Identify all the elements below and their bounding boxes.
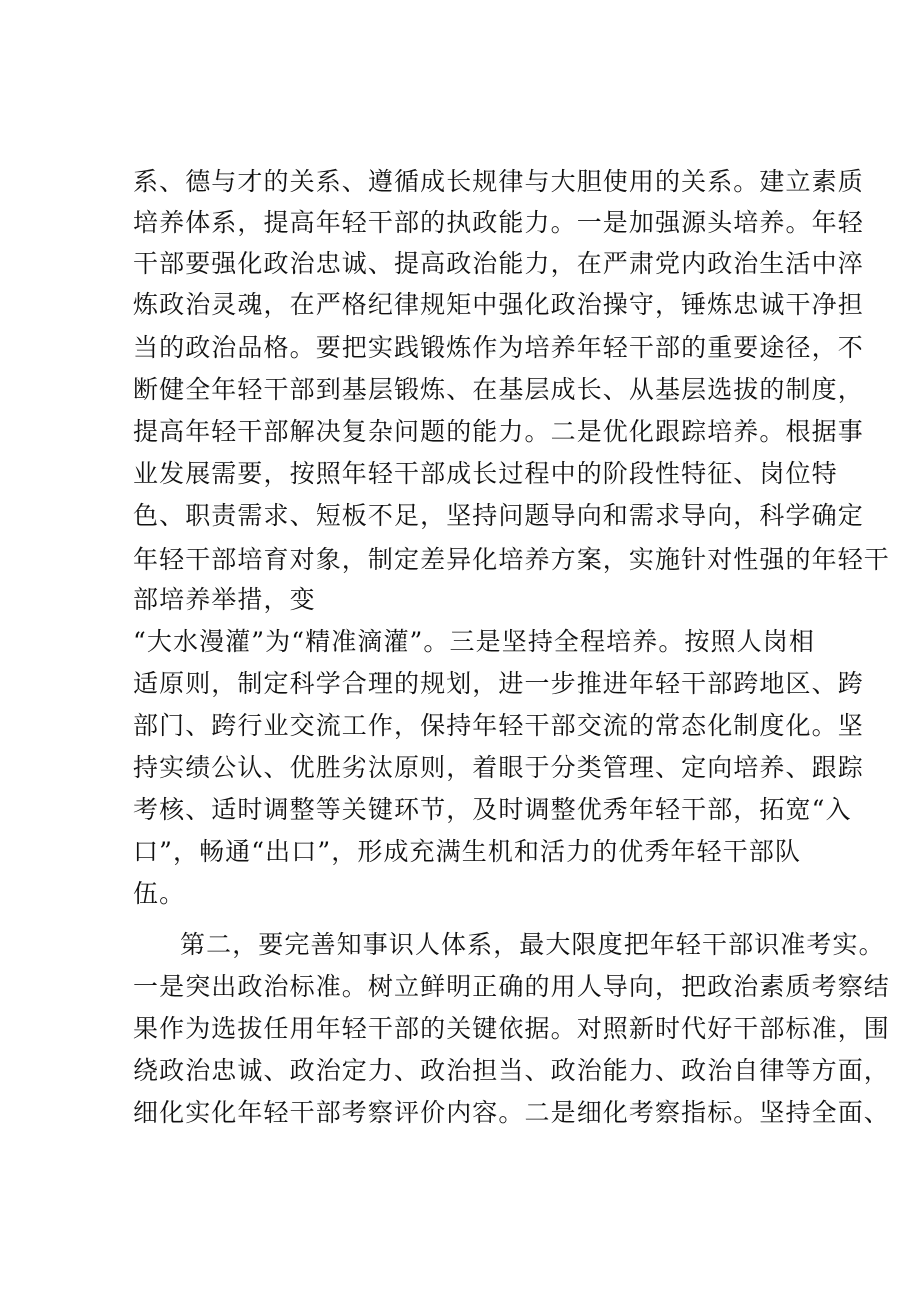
text-line: 部培养举措，变: [133, 585, 316, 614]
text-line: 断健全年轻干部到基层锻炼、在基层成长、从基层选拔的制度，: [133, 375, 864, 404]
text-line: 考核、适时调整等关键环节，及时调整优秀年轻干部，拓宽“入: [133, 795, 852, 824]
text-line: 年轻干部培育对象，制定差异化培养方案，实施针对性强的年轻干: [133, 545, 890, 574]
text-line: 系、德与才的关系、遵循成长规律与大胆使用的关系。建立素质: [133, 167, 864, 196]
paragraph-start-line: 第二，要完善知事识人体系，最大限度把年轻干部识准考实。: [180, 930, 885, 959]
text-line: 口”，畅通“出口”，形成充满生机和活力的优秀年轻干部队: [133, 837, 802, 866]
text-line: 绕政治忠诚、政治定力、政治担当、政治能力、政治自律等方面，: [133, 1056, 890, 1085]
text-line: 炼政治灵魂，在严格纪律规矩中强化政治操守，锤炼忠诚干净担: [133, 290, 864, 319]
text-line: 色、职责需求、短板不足，坚持问题导向和需求导向，科学确定: [133, 501, 864, 530]
text-line: 干部要强化政治忠诚、提高政治能力，在严肃党内政治生活中淬: [133, 249, 864, 278]
text-line: 适原则，制定科学合理的规划，进一步推进年轻干部跨地区、跨: [133, 669, 864, 698]
text-line: 培养体系，提高年轻干部的执政能力。一是加强源头培养。年轻: [133, 208, 864, 237]
text-line: 细化实化年轻干部考察评价内容。二是细化考察指标。坚持全面、: [133, 1098, 890, 1127]
text-line: 果作为选拔任用年轻干部的关键依据。对照新时代好干部标准，围: [133, 1014, 890, 1043]
text-line: 提高年轻干部解决复杂问题的能力。二是优化跟踪培养。根据事: [133, 417, 864, 446]
text-line: “大水漫灌”为“精准滴灌”。三是坚持全程培养。按照人岗相: [133, 627, 815, 656]
text-line: 业发展需要，按照年轻干部成长过程中的阶段性特征、岗位特: [133, 459, 838, 488]
text-line: 一是突出政治标准。树立鲜明正确的用人导向，把政治素质考察结: [133, 972, 890, 1001]
text-line: 部门、跨行业交流工作，保持年轻干部交流的常态化制度化。坚: [133, 711, 864, 740]
text-line: 持实绩公认、优胜劣汰原则，着眼于分类管理、定向培养、跟踪: [133, 753, 864, 782]
text-line: 伍。: [133, 879, 186, 908]
text-line: 当的政治品格。要把实践锻炼作为培养年轻干部的重要途径，不: [133, 333, 864, 362]
